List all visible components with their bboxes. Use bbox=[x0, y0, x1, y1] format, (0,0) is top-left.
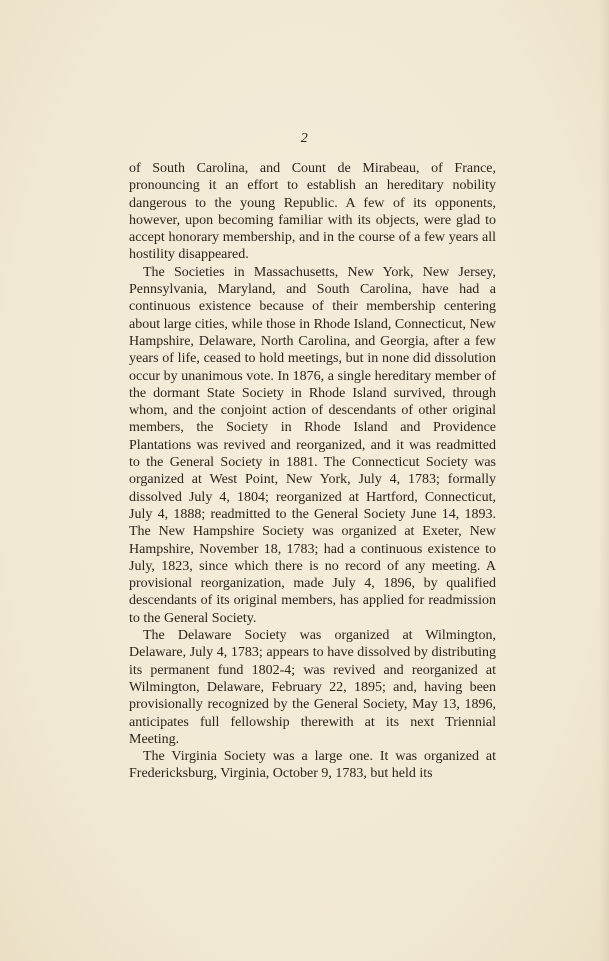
paragraph: The Societies in Massachusetts, New York, New Jersey, Pennsylvania, Maryland, and South Carolina, have had a continuous existence because of their membership centering about large cities, while those in Rhode Island, Connecticut, New Hampshire, Delaware, North Carolina, and Georgia, after a few years of life, ceased to hold meetings, but in none did dissolution occur by unanimous vote. In 1876, a single hereditary member of the dormant State Society in Rhode Island survived, through whom, and the conjoint action of descendants of other original members, the Society in Rhode Island and Providence Plantations was revived and reorganized, and it was readmitted to the General Society in 1881. The Connecticut Society was organized at West Point, New York, July 4, 1783; formally dissolved July 4, 1804; reorganized at Hartford, Connecticut, July 4, 1888; readmitted to the General Society June 14, 1893. The New Hampshire Society was organized at Exeter, New Hampshire, November 18, 1783; had a continuous existence to July, 1823, since which there is no record of any meeting. A provisional reorganization, made July 4, 1896, by qualified descendants of its original members, has applied for readmission to the General Society. bbox=[129, 264, 496, 626]
page-number: 2 bbox=[300, 131, 309, 146]
body-text bbox=[129, 160, 496, 783]
paragraph: The Virginia Society was a large one. It was organized at Fredericksburg, Virginia, October 9, 1783, but held its bbox=[129, 749, 496, 782]
paragraph: The Delaware Society was organized at Wilmington, Delaware, July 4, 1783; appears to have dissolved by distributing its permanent fund 1802-4; was revived and reorganized at Wilmington, Delaware, February 22, 1895; and, having been provisionally recognized by the General Society, May 13, 1896, anticipates full fellowship therewith at its next Triennial Meeting. bbox=[129, 628, 496, 747]
paragraph-continued: of South Carolina, and Count de Mirabeau, of France, pronouncing it an effort to establish an hereditary nobility dangerous to the young Republic. A few of its opponents, however, upon becoming familiar with its objects, were glad to accept honorary membership, and in the course of a few years all hostility disappeared. bbox=[129, 161, 496, 263]
